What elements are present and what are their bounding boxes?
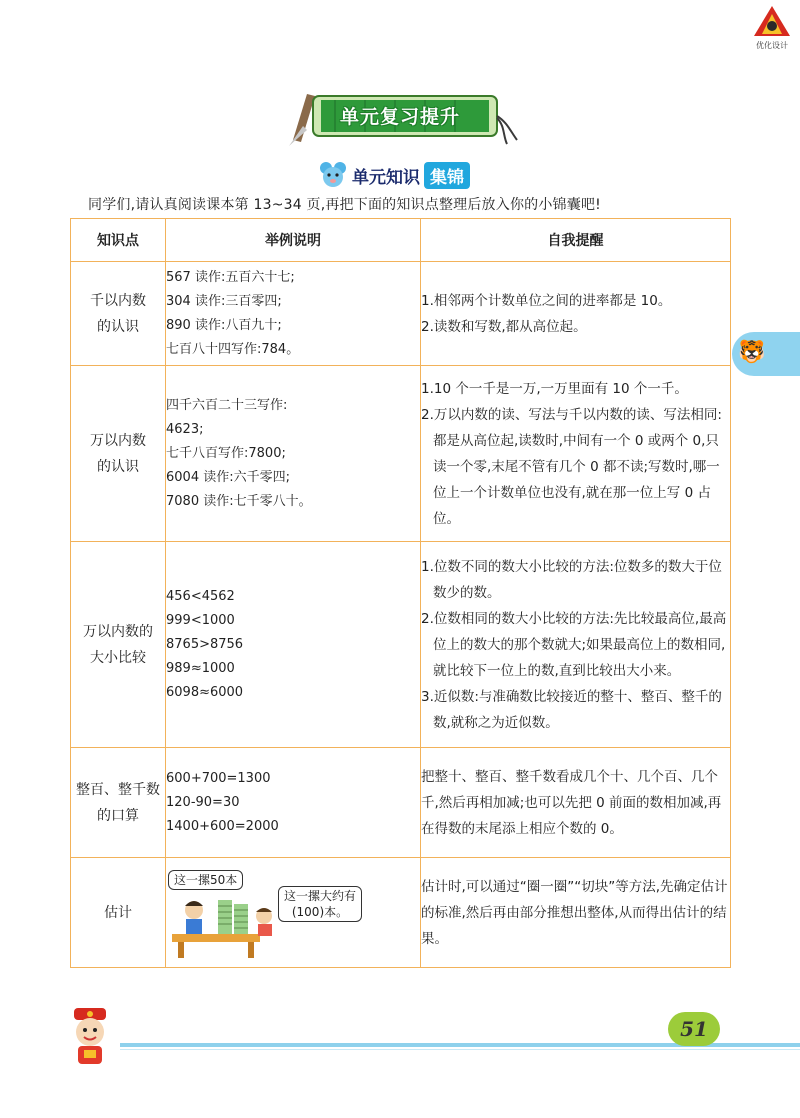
- example-line: 999<1000: [166, 612, 235, 628]
- publisher-logo: [750, 4, 794, 48]
- header-notes: 自我提醒: [421, 219, 731, 262]
- note-item: 2.位数相同的数大小比较的方法:先比较最高位,最高位上的数大的那个数就大;如果最高位上的数相同,就比较下一位上的数,直到比较出大小来。: [421, 610, 727, 679]
- topic-cell: [71, 858, 166, 968]
- footer-divider-thin: [120, 1049, 800, 1050]
- examples-cell: [166, 748, 421, 858]
- example-line: 七百八十四写作:784。: [166, 341, 300, 357]
- page-number: 51: [668, 1012, 720, 1046]
- topic-cell: [71, 262, 166, 366]
- intro-text: 同学们,请认真阅读课本第 13~34 页,再把下面的知识点整理后放入你的小锦囊吧!: [88, 197, 601, 213]
- example-line: 456<4562: [166, 588, 235, 604]
- note-item: 1.10 个一千是一万,一万里面有 10 个一千。: [421, 380, 688, 397]
- side-tab: [732, 332, 800, 376]
- note-item: 2.读数和写数,都从高位起。: [421, 318, 587, 335]
- estimation-illustration: [166, 866, 396, 960]
- example-line: 567 读作:五百六十七;: [166, 269, 295, 285]
- note-item: 估计时,可以通过“圈一圈”“切块”等方法,先确定估计的标准,然后再由部分推想出整体,从而得出估计的结果。: [421, 878, 728, 947]
- note-item: 2.万以内数的读、写法与千以内数的读、写法相同:都是从高位起,读数时,中间有一个 0 或两个 0,只读一个零,末尾不管有几个 0 都不读;写数时,哪一位上一个计数单位也没有,就在那一位上写 0 占位。: [421, 406, 722, 527]
- speech-bubble-left: 这一摞50本: [168, 870, 243, 890]
- section-subheading: [318, 160, 470, 190]
- banner-title: 单元复习提升: [339, 106, 460, 128]
- speech-bubble-right: [278, 886, 362, 922]
- notes-cell: [421, 748, 731, 858]
- examples-cell: [166, 262, 421, 366]
- cartoon-face-icon: 🐯: [738, 340, 766, 365]
- examples-cell: [166, 366, 421, 542]
- subheading-badge: 集锦: [424, 162, 470, 189]
- note-item: 3.近似数:与准确数比较接近的整十、整百、整千的数,就称之为近似数。: [421, 688, 722, 731]
- example-line: 6004 读作:六千零四;: [166, 469, 290, 485]
- topic-cell: [71, 748, 166, 858]
- topic-line: 大小比较: [90, 649, 146, 666]
- header-topic: 知识点: [71, 219, 166, 262]
- table-header-row: [71, 219, 731, 262]
- mascot-character: [62, 1006, 118, 1068]
- topic-line: 估计: [104, 904, 132, 921]
- topic-line: 的认识: [97, 458, 139, 475]
- example-line: 989≈1000: [166, 660, 235, 676]
- examples-cell: [166, 858, 421, 968]
- example-line: 7080 读作:七千零八十。: [166, 493, 312, 509]
- knowledge-table: [70, 218, 731, 968]
- topic-line: 的口算: [97, 807, 139, 824]
- notes-cell: [421, 858, 731, 968]
- mascot-icon: [62, 1006, 118, 1068]
- notes-cell: [421, 262, 731, 366]
- unit-review-banner: [285, 88, 525, 148]
- example-line: 600+700=1300: [166, 770, 271, 786]
- topic-cell: [71, 366, 166, 542]
- table-row: [71, 366, 731, 542]
- bubble-line: (100)本。: [291, 904, 349, 919]
- topic-line: 千以内数: [90, 292, 146, 309]
- example-line: 6098≈6000: [166, 684, 244, 700]
- example-line: 四千六百二十三写作:: [166, 397, 288, 413]
- logo-icon: [752, 4, 792, 38]
- header-examples: 举例说明: [166, 219, 421, 262]
- example-line: 七千八百写作:7800;: [166, 445, 286, 461]
- topic-line: 万以内数: [90, 432, 146, 449]
- mouse-mascot-icon: [318, 160, 348, 190]
- example-line: 304 读作:三百零四;: [166, 293, 282, 309]
- example-line: 890 读作:八百九十;: [166, 317, 282, 333]
- examples-cell: [166, 542, 421, 748]
- note-item: 把整十、整百、整千数看成几个十、几个百、几个千,然后再相加减;也可以先把 0 前面的数相加减,再在得数的末尾添上相应个数的 0。: [421, 768, 722, 837]
- example-line: 8765>8756: [166, 636, 244, 652]
- table-row: [71, 262, 731, 366]
- example-line: 1400+600=2000: [166, 818, 279, 834]
- note-item: 1.相邻两个计数单位之间的进率都是 10。: [421, 292, 672, 309]
- notes-cell: [421, 542, 731, 748]
- example-line: 120-90=30: [166, 794, 240, 810]
- topic-cell: [71, 542, 166, 748]
- topic-line: 整百、整千数: [76, 781, 160, 798]
- subheading-text: 单元知识: [352, 167, 420, 188]
- children-with-books-icon: [172, 890, 282, 960]
- example-line: 4623;: [166, 421, 204, 437]
- table-row: [71, 542, 731, 748]
- topic-line: 万以内数的: [83, 623, 153, 640]
- logo-text: 优化设计: [756, 41, 788, 50]
- topic-line: 的认识: [97, 318, 139, 335]
- notes-cell: [421, 366, 731, 542]
- table-row: [71, 858, 731, 968]
- table-row: [71, 748, 731, 858]
- note-item: 1.位数不同的数大小比较的方法:位数多的数大于位数少的数。: [421, 558, 722, 601]
- bubble-line: 这一摞大约有: [284, 888, 357, 903]
